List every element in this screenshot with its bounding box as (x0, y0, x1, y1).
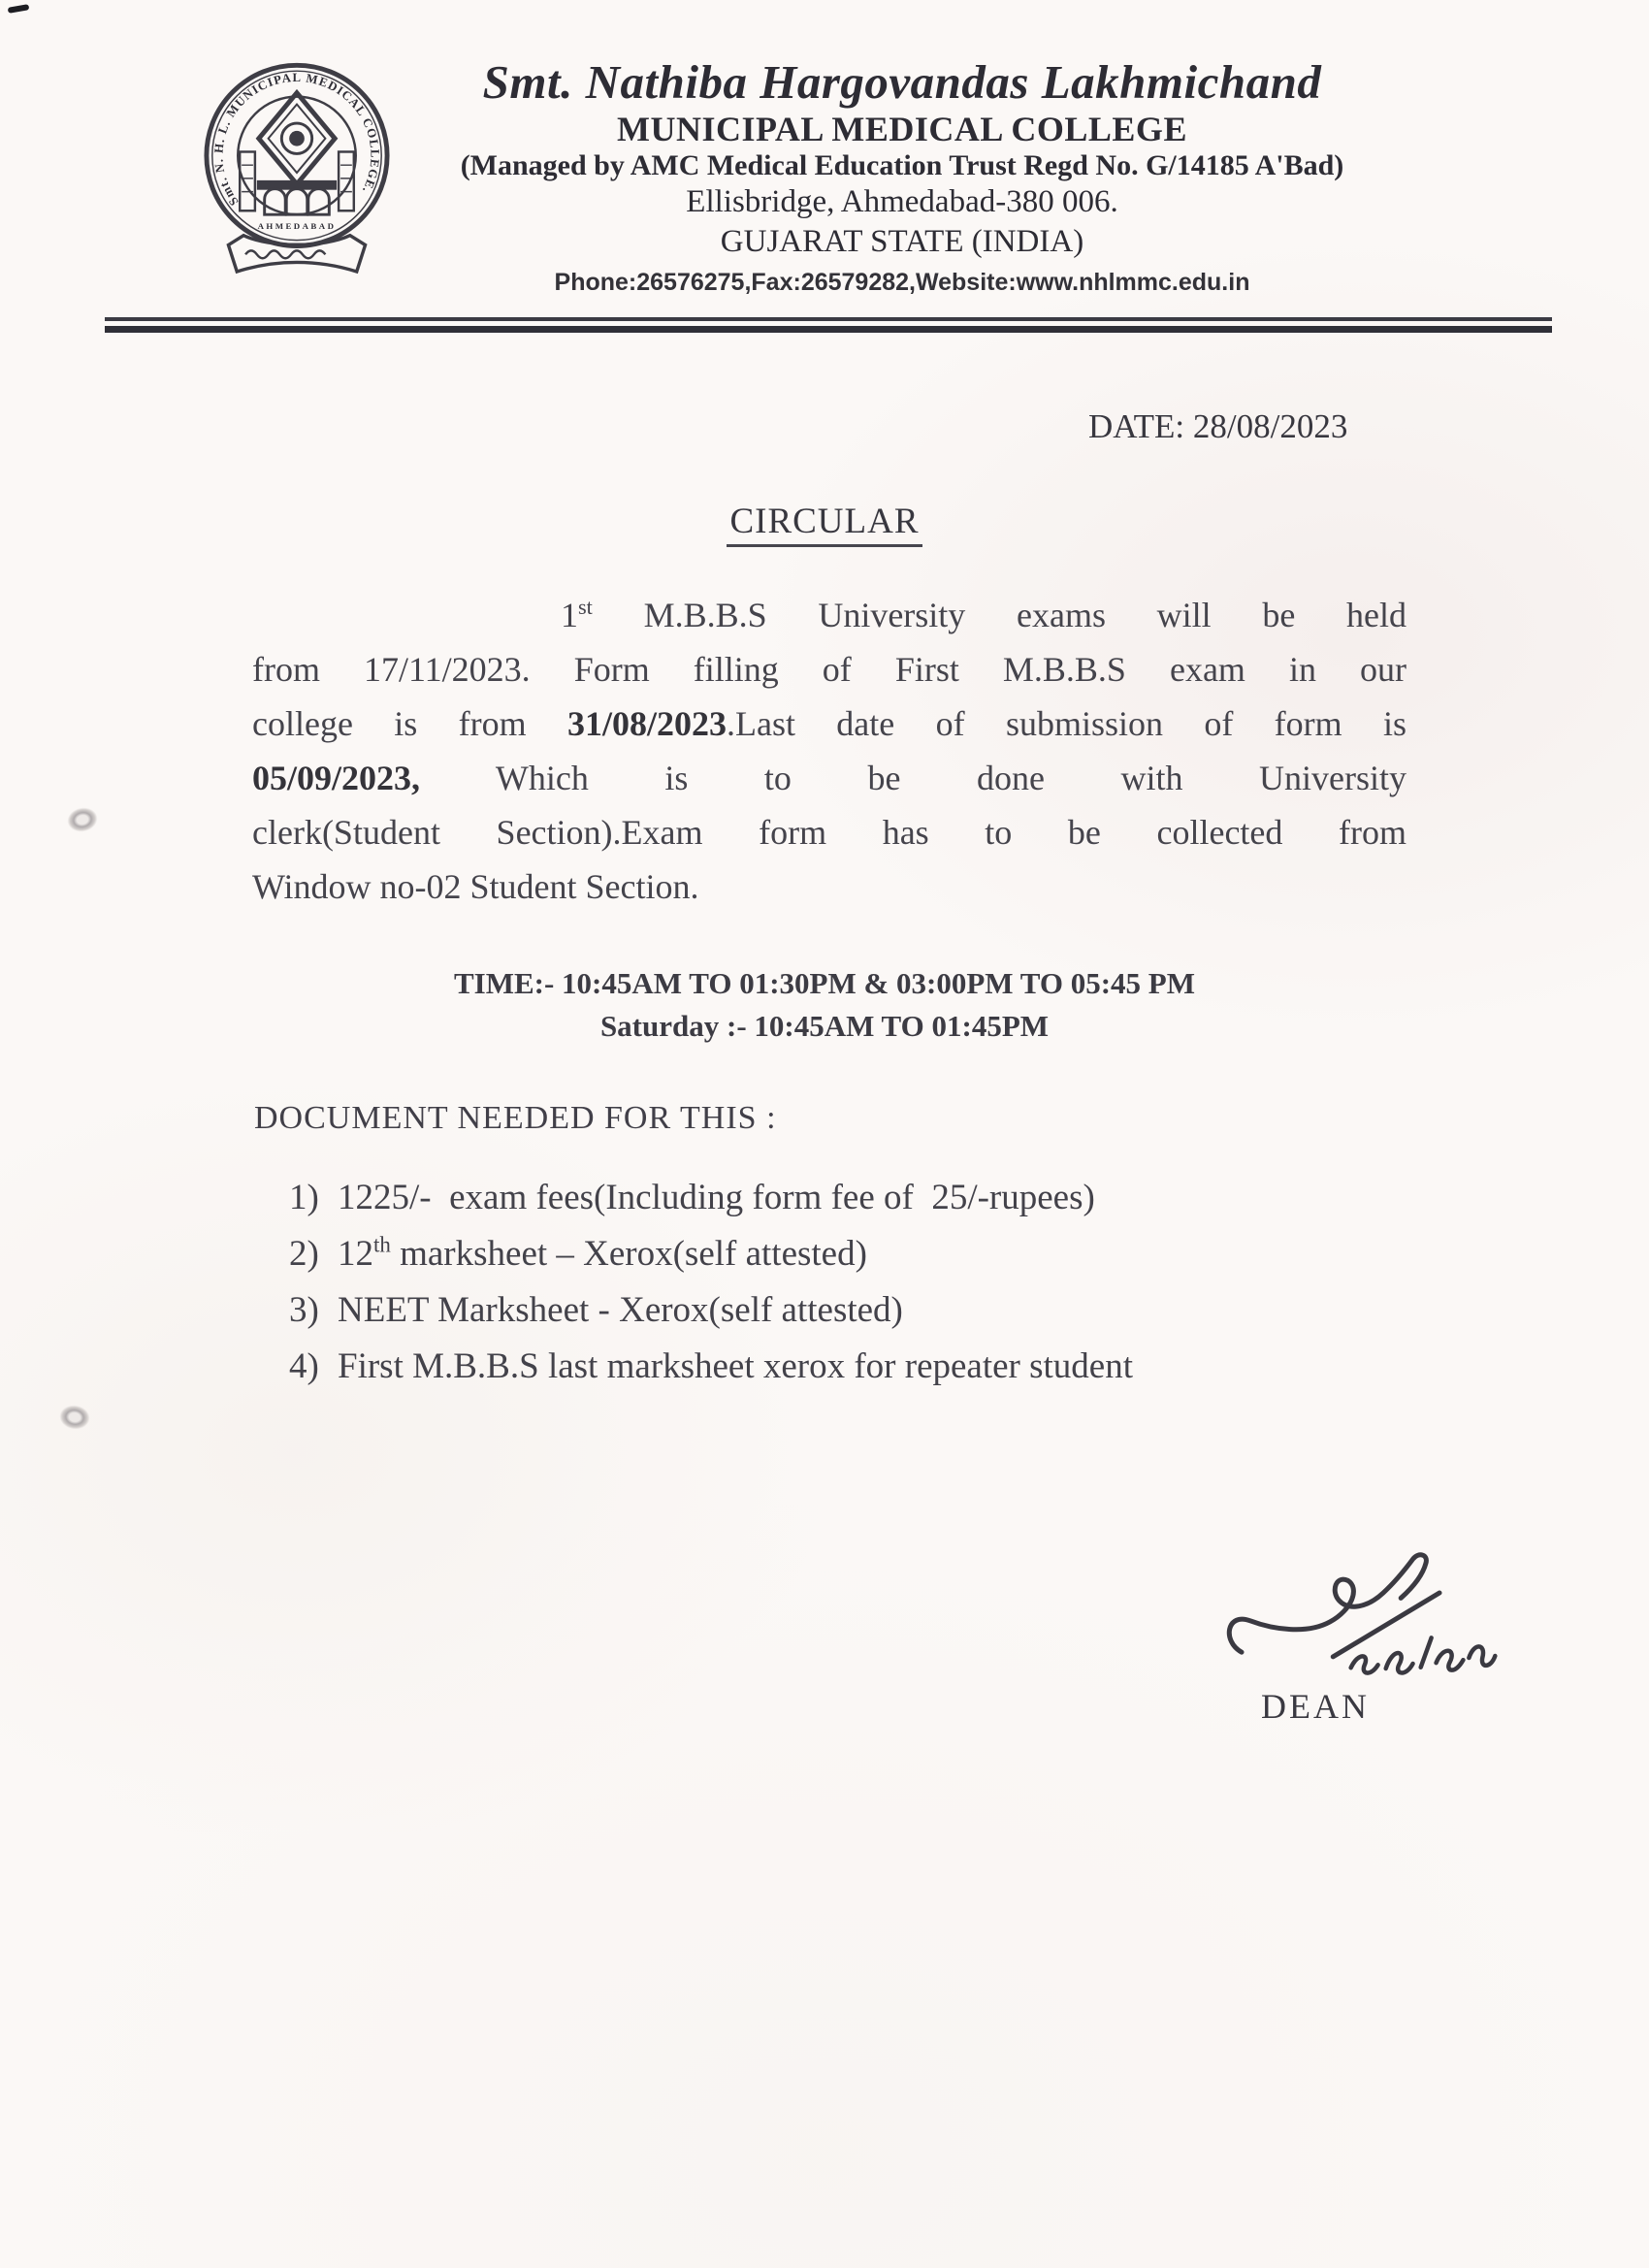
scan-smudge (61, 801, 103, 837)
header-divider-rule (105, 317, 1552, 333)
paragraph-line: from 17/11/2023. Form filling of First M.B.B.S exam in our (252, 650, 1406, 689)
paragraph-line: Window no-02 Student Section. (252, 867, 699, 906)
contact-line: Phone:26576275,Fax:26579282,Website:www.nhlmmc.edu.in (554, 269, 1250, 296)
list-item-number: 3) (289, 1290, 319, 1330)
scan-smudge (54, 1401, 95, 1435)
list-item-number: 4) (289, 1346, 319, 1386)
timing-weekday: TIME:- 10:45AM TO 01:30PM & 03:00PM TO 05:45 PM (453, 966, 1195, 1000)
list-item: 2) 12th marksheet – Xerox(self attested) (289, 1226, 1492, 1282)
list-item-number: 1) (289, 1178, 319, 1217)
paragraph-line: college is from 31/08/2023.Last date of submission of form is (252, 704, 1406, 743)
paragraph-line: 1st M.B.B.S University exams will be held (561, 595, 1406, 634)
institution-name: Smt. Nathiba Hargovandas Lakhmichand (482, 55, 1322, 109)
form-last-date: 05/09/2023, (252, 759, 421, 797)
ordinal-superscript: th (373, 1232, 391, 1257)
paragraph-line: 05/09/2023, Which is to be done with University (252, 759, 1406, 797)
list-item: 1) 1225/- exam fees(Including form fee of 25/-rupees) (289, 1170, 1492, 1226)
seal-city-text: AHMEDABAD (257, 220, 337, 231)
managed-by-line: (Managed by AMC Medical Education Trust Regd No. G/14185 A'Bad) (460, 149, 1344, 181)
dean-signature (1214, 1533, 1555, 1709)
seal-tower-left (240, 151, 255, 211)
state-line: GUJARAT STATE (INDIA) (720, 224, 1084, 259)
signatory-title: DEAN (1261, 1687, 1370, 1726)
timing-saturday: Saturday :- 10:45AM TO 01:45PM (599, 1009, 1050, 1043)
document-title: CIRCULAR (727, 501, 922, 547)
seal-ring-text: Smt. N. H. L. MUNICIPAL MEDICAL COLLEGE. (211, 70, 382, 209)
office-timing (0, 962, 1649, 1048)
letterhead (330, 0, 1474, 320)
main-paragraph (252, 588, 1406, 914)
ordinal-superscript: st (578, 595, 593, 619)
logo-ribbon-gujarati-text (245, 250, 325, 258)
paragraph-line: clerk(Student Section).Exam form has to be collected from (252, 813, 1406, 852)
address-line: Ellisbridge, Ahmedabad-380 006. (686, 184, 1118, 219)
list-item: 3) NEET Marksheet - Xerox(self attested) (289, 1282, 1492, 1339)
document-title-wrap (0, 501, 1649, 547)
pen-mark (8, 4, 30, 14)
form-start-date: 31/08/2023 (566, 704, 727, 743)
list-item: 4) First M.B.B.S last marksheet xerox for repeater student (289, 1339, 1492, 1395)
documents-heading: DOCUMENT NEEDED FOR THIS : (254, 1100, 777, 1136)
date-line: DATE: 28/08/2023 (1088, 407, 1348, 445)
seal-center-emblem (289, 131, 305, 146)
institution-type: MUNICIPAL MEDICAL COLLEGE (617, 110, 1187, 148)
list-item-number: 2) (289, 1234, 319, 1274)
documents-list (289, 1170, 1492, 1395)
